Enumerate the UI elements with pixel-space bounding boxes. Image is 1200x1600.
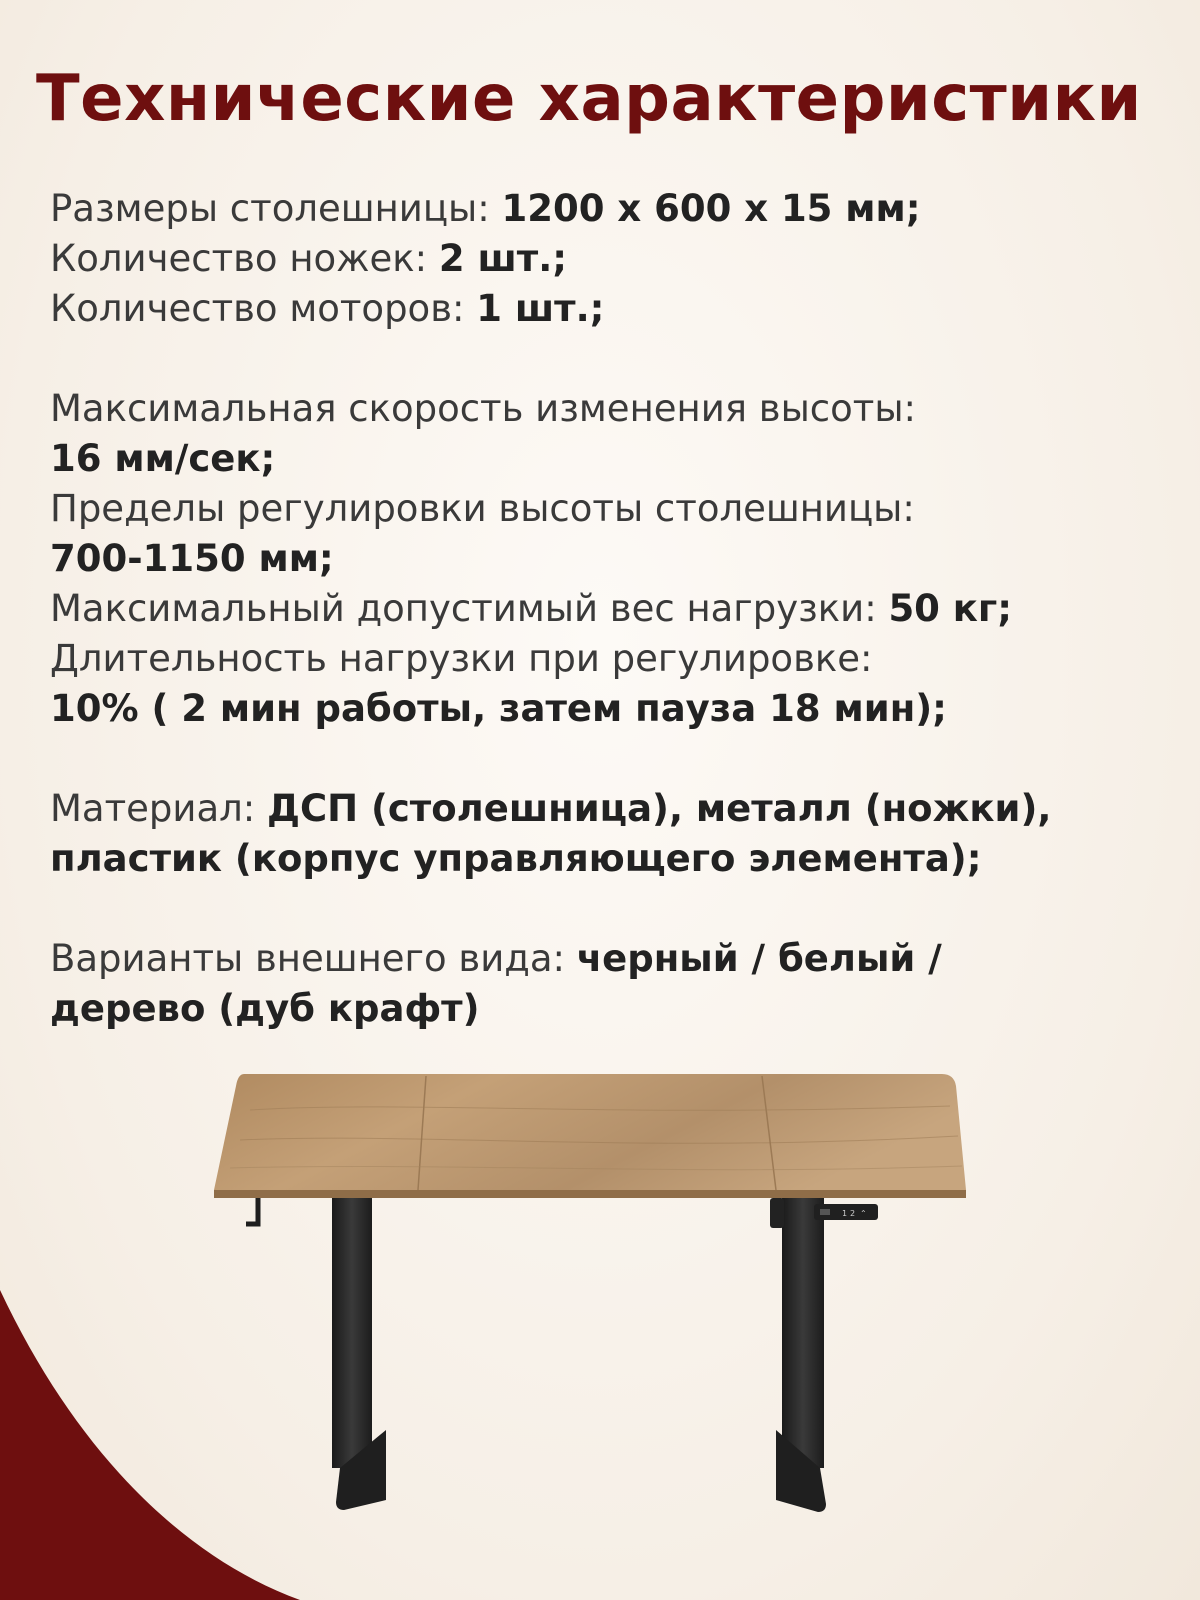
spec-legs (50, 234, 1170, 284)
spec-material (50, 784, 1170, 834)
control-panel (814, 1204, 878, 1220)
spec-label: Максимальная скорость изменения высоты: (50, 387, 917, 430)
spec-height-range-label (50, 484, 1170, 534)
left-leg (332, 1198, 386, 1510)
spec-duty-value (50, 684, 1170, 734)
svg-text:1: 1 (842, 1209, 848, 1218)
spec-max-speed-label (50, 384, 1170, 434)
right-leg (770, 1198, 826, 1512)
svg-text:2: 2 (850, 1209, 856, 1218)
spec-height-range-value (50, 534, 1170, 584)
spec-label: Количество ножек: (50, 237, 439, 280)
spec-label: Количество моторов: (50, 287, 477, 330)
spec-list (50, 184, 1170, 1034)
svg-text:⌃: ⌃ (860, 1209, 867, 1218)
spec-tabletop-size (50, 184, 1170, 234)
spec-value: 700-1150 мм; (50, 537, 334, 580)
spec-value: ДСП (столешница), металл (ножки), (267, 787, 1052, 830)
spec-max-load (50, 584, 1170, 634)
spec-label: Варианты внешнего вида: (50, 937, 577, 980)
page-title: Технические характеристики (36, 62, 1142, 136)
spec-max-speed-value (50, 434, 1170, 484)
spec-value: 16 мм/сек; (50, 437, 276, 480)
spec-value: 1200 х 600 х 15 мм; (501, 187, 921, 230)
spec-value: 2 шт.; (438, 237, 568, 280)
spec-label: Размеры столешницы: (50, 187, 502, 230)
tabletop (214, 1074, 966, 1198)
bag-hook (246, 1198, 258, 1224)
spec-label: Пределы регулировки высоты столешницы: (50, 487, 915, 530)
spec-label: Длительность нагрузки при регулировке: (50, 637, 873, 680)
spec-value: пластик (корпус управляющего элемента); (50, 837, 982, 880)
spec-value: черный / белый / (576, 937, 942, 980)
spec-appearance (50, 934, 1170, 984)
spec-value: 1 шт.; (476, 287, 605, 330)
spec-value: 10% ( 2 мин работы, затем пауза 18 мин); (50, 687, 947, 730)
spec-value: 50 кг; (888, 587, 1013, 630)
spec-label: Максимальный допустимый вес нагрузки: (50, 587, 889, 630)
spec-duty-label (50, 634, 1170, 684)
desk-photo (210, 1070, 970, 1540)
spec-appearance-cont (50, 984, 1170, 1034)
spec-motors (50, 284, 1170, 334)
spec-value: дерево (дуб крафт) (50, 987, 480, 1030)
spec-label: Материал: (50, 787, 267, 830)
spec-material-cont (50, 834, 1170, 884)
